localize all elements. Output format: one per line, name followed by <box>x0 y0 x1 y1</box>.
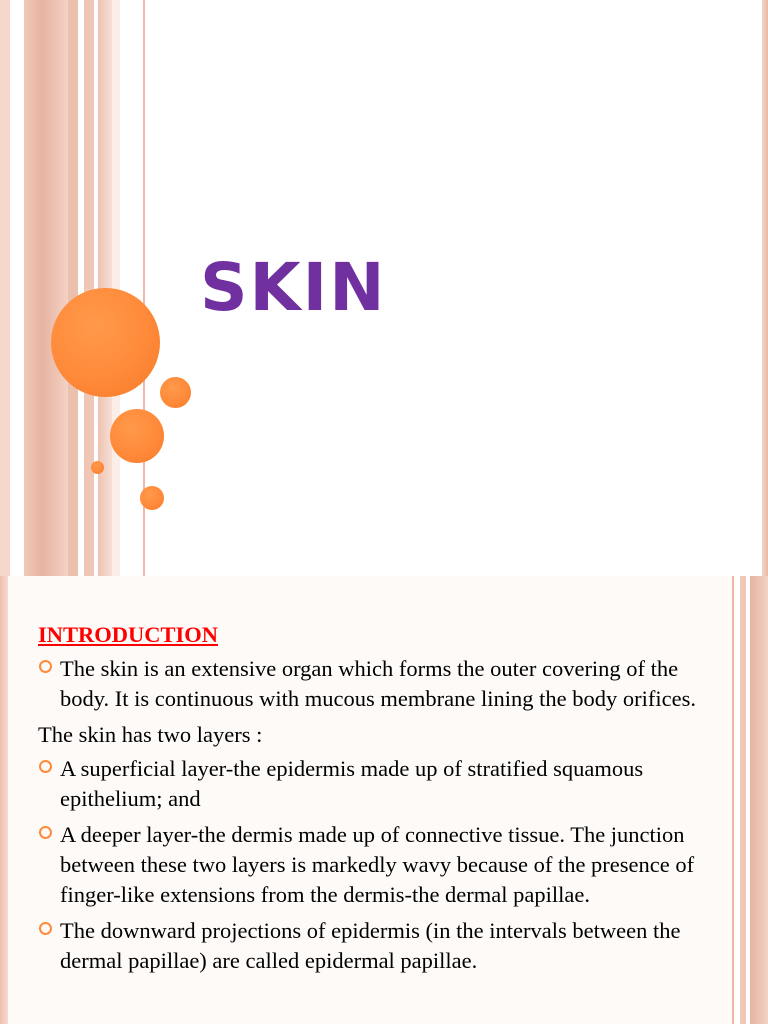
hollow-circle-bullet-icon <box>39 826 52 839</box>
section-heading: INTRODUCTION <box>38 622 219 647</box>
decorative-circle-tiny <box>91 461 104 474</box>
slide-content <box>38 620 718 982</box>
decorative-circle-large <box>51 288 160 397</box>
list-item-text: A superficial layer-the epidermis made up of stratified squamous epithelium; and <box>60 756 644 811</box>
list-item <box>38 654 718 714</box>
left-edge-stripe <box>0 576 8 1024</box>
right-edge-stripe <box>762 0 768 576</box>
list-item <box>38 754 718 814</box>
content-slide <box>0 576 768 1024</box>
paragraph: The skin has two layers : <box>38 722 263 747</box>
slide-title: SKIN <box>200 249 387 326</box>
hollow-circle-bullet-icon <box>39 660 52 673</box>
decorative-circle-medium <box>110 409 164 463</box>
hollow-circle-bullet-icon <box>39 760 52 773</box>
list-item-text: A deeper layer-the dermis made up of connective tissue. The junction between these two layers is markedly wavy because of the presence of finger-like extensions from the dermis-the dermal papillae. <box>60 822 695 907</box>
list-item-text: The downward projections of epidermis (in the intervals between the dermal papillae) are called epidermal papillae. <box>60 918 681 973</box>
decorative-stripes <box>0 0 150 576</box>
hollow-circle-bullet-icon <box>39 922 52 935</box>
list-item-text: The skin is an extensive organ which forms the outer covering of the body. It is continuous with mucous membrane lining the body orifices. <box>60 656 696 711</box>
list-item <box>38 820 718 910</box>
list-item <box>38 916 718 976</box>
decorative-circle-small <box>160 377 191 408</box>
decorative-circle-small-2 <box>140 486 164 510</box>
decorative-stripes <box>732 576 768 1024</box>
